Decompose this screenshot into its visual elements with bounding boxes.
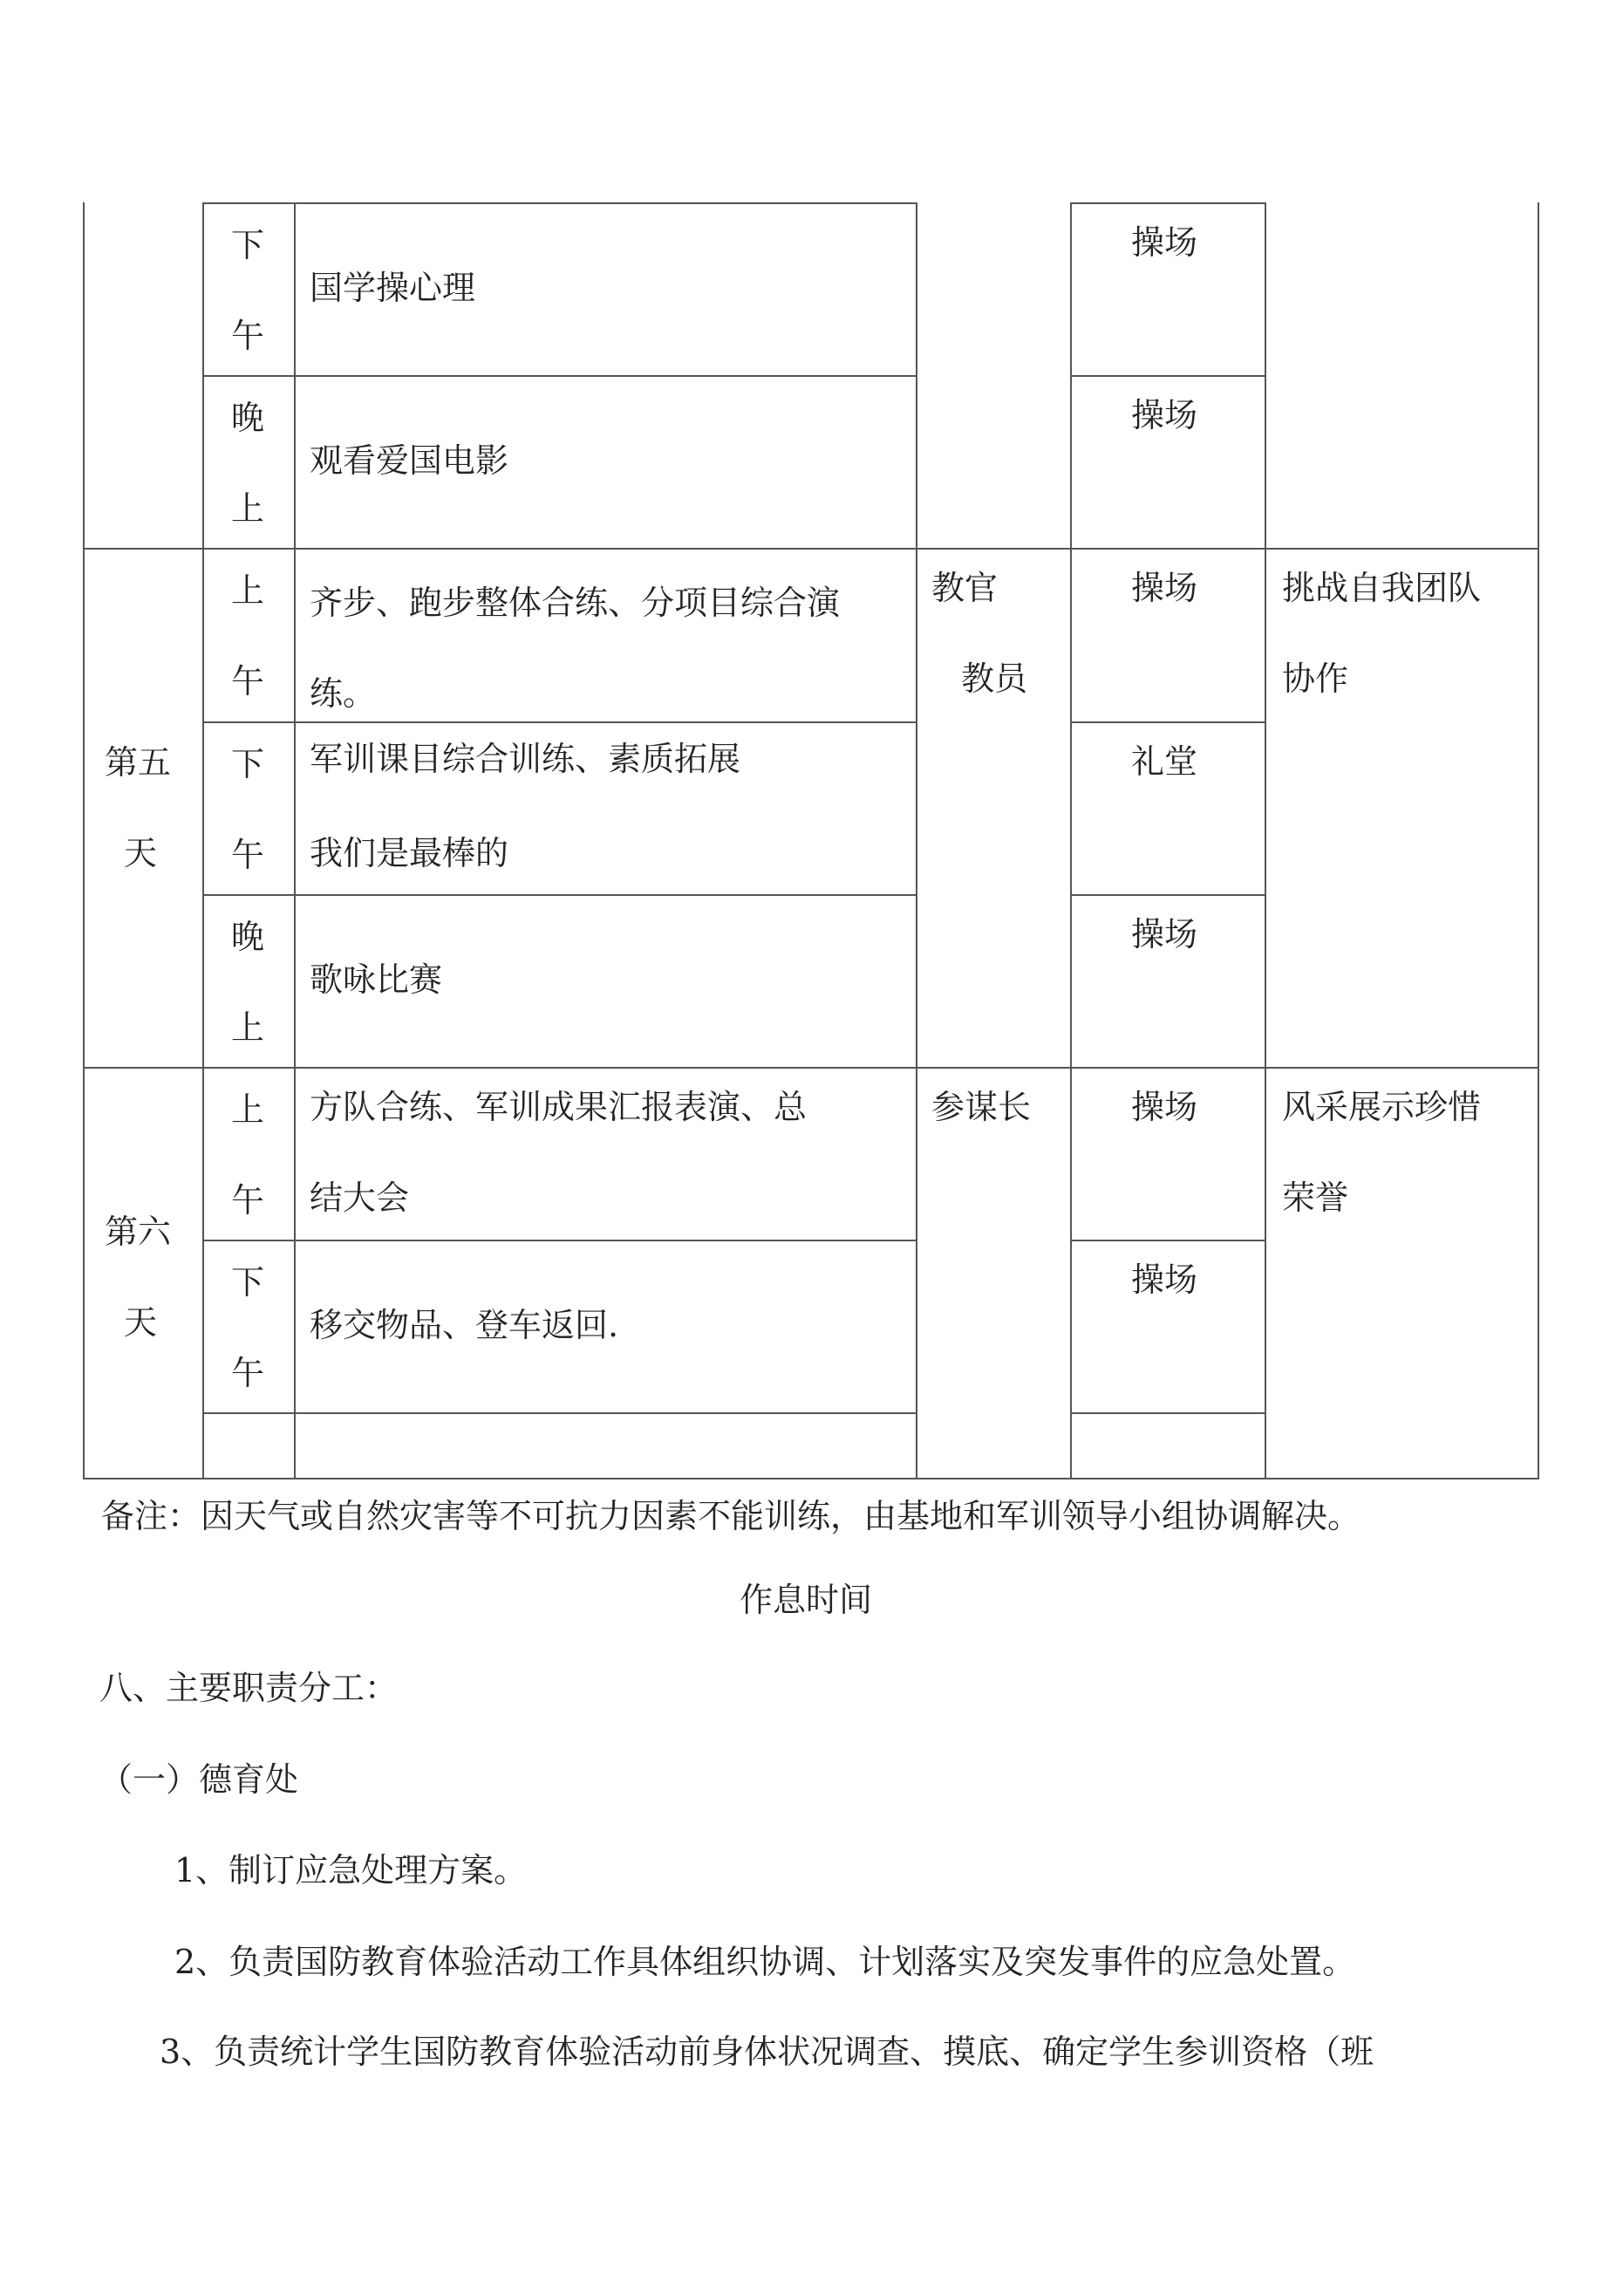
period-char: 上 [230, 489, 264, 528]
staff-name: 教官 [931, 569, 999, 607]
schedule-title: 作息时间 [740, 1581, 873, 1619]
period-char: 晚 [230, 918, 264, 956]
activity-content: 我们是最棒的 [310, 834, 509, 872]
day-theme: 荣誉 [1282, 1179, 1349, 1217]
activity-content: 歌咏比赛 [310, 960, 443, 999]
activity-content: 结大会 [310, 1179, 410, 1217]
period-char: 午 [230, 1181, 264, 1220]
list-item: 2、负责国防教育体验活动工作具体组织协调、计划落实及突发事件的应急处置。 [174, 1943, 1356, 1981]
training-place: 操场 [1131, 1088, 1198, 1126]
training-place: 操场 [1131, 396, 1198, 434]
table-divider [202, 202, 204, 1479]
period-char: 下 [230, 745, 264, 783]
table-row-border [1070, 1412, 1266, 1414]
training-place: 操场 [1131, 1261, 1198, 1299]
staff-name: 教员 [961, 659, 1028, 698]
period-char: 午 [230, 317, 264, 355]
day-label: 第五 [105, 743, 172, 782]
day-label: 天 [124, 834, 158, 872]
table-note: 备注：因天气或自然灾害等不可抗力因素不能训练，由基地和军训领导小组协调解决。 [101, 1497, 1361, 1535]
table-border-right [1538, 202, 1539, 1479]
day-label: 天 [124, 1303, 158, 1342]
training-place: 操场 [1131, 223, 1198, 262]
activity-content: 齐步、跑步整体合练、分项目综合演 [310, 584, 841, 622]
activity-content: 方队合练、军训成果汇报表演、总 [310, 1088, 808, 1126]
period-char: 午 [230, 836, 264, 874]
period-char: 午 [230, 662, 264, 700]
table-row-border [202, 375, 917, 377]
activity-content: 国学操心理 [310, 269, 476, 307]
table-border-bottom [83, 1478, 1539, 1479]
table-border-left [83, 202, 85, 1479]
activity-content: 练。 [310, 674, 377, 713]
table-divider [1070, 202, 1072, 1479]
period-char: 上 [230, 1090, 264, 1129]
period-char: 上 [230, 571, 264, 610]
day-theme: 挑战自我团队 [1282, 569, 1482, 607]
staff-name: 参谋长 [931, 1088, 1032, 1126]
training-place: 操场 [1131, 915, 1198, 953]
section-heading: 八、主要职责分工： [99, 1669, 399, 1707]
activity-content: 移交物品、登车返回. [310, 1306, 619, 1344]
table-row-border [202, 202, 917, 204]
activity-content: 观看爱国电影 [310, 441, 509, 480]
table-divider [1265, 202, 1266, 1479]
list-item: 3、负责统计学生国防教育体验活动前身体状况调查、摸底、确定学生参训资格（班 [160, 2033, 1374, 2071]
day-theme: 风采展示珍惜 [1282, 1088, 1482, 1126]
period-char: 晚 [230, 399, 264, 437]
day-theme: 协作 [1282, 659, 1349, 698]
activity-content: 军训课目综合训练、素质拓展 [310, 740, 741, 778]
period-char: 下 [230, 226, 264, 264]
table-row-border [202, 1412, 917, 1414]
day-label: 第六 [105, 1213, 172, 1251]
table-divider [916, 202, 917, 1479]
list-item: 1、制订应急处理方案。 [174, 1851, 528, 1889]
period-char: 下 [230, 1263, 264, 1302]
subsection-heading: （一）德育处 [99, 1760, 299, 1799]
period-char: 上 [230, 1008, 264, 1047]
training-place: 礼堂 [1131, 742, 1198, 781]
table-divider [294, 202, 296, 1479]
period-char: 午 [230, 1354, 264, 1392]
training-place: 操场 [1131, 569, 1198, 607]
